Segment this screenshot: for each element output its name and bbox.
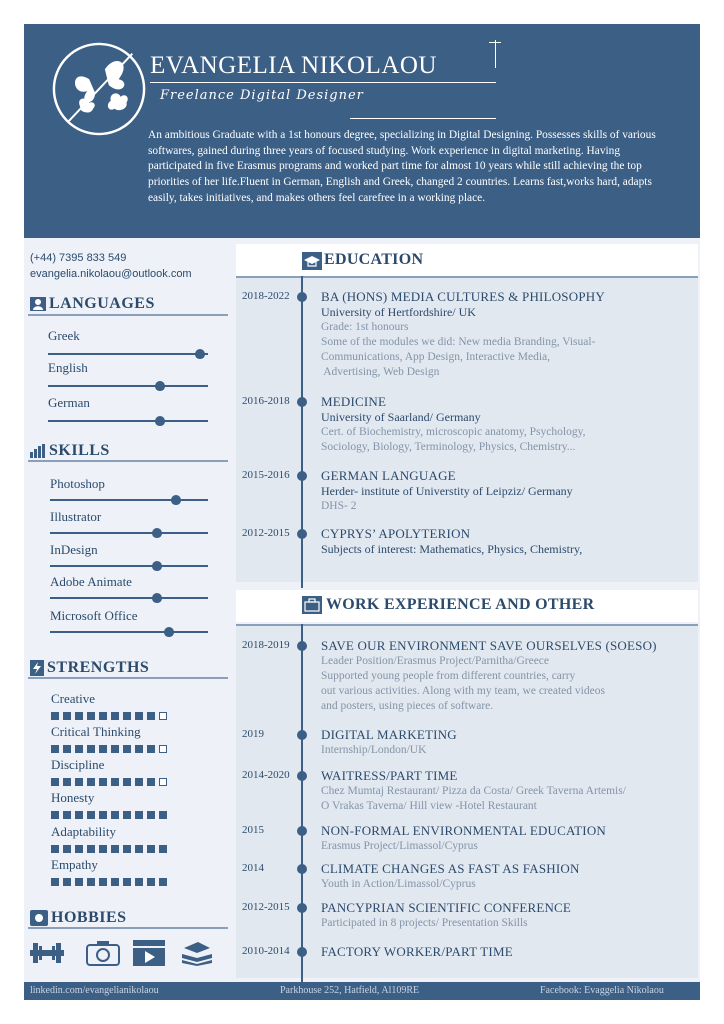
work-rule: [236, 624, 698, 626]
entry-detail-line: Leader Position/Erasmus Project/Parnitha/Greece: [321, 655, 550, 667]
strength-rating: [51, 745, 167, 753]
language-label: Greek: [48, 328, 80, 343]
strength-label: Adaptability: [51, 824, 116, 839]
language-label: English: [48, 360, 88, 375]
phone-number: (+44) 7395 833 549: [30, 252, 127, 264]
rating-square: [87, 778, 95, 786]
timeline-dot: [297, 903, 307, 913]
bar-chart-icon: [30, 444, 46, 458]
email-address: evangelia.nikolaou@outlook.com: [30, 268, 192, 280]
skill-level-bar: [50, 597, 208, 599]
entry-detail-line: O Vrakas Taverna/ Hill view -Hotel Restaurant: [321, 800, 537, 812]
rating-square: [159, 712, 167, 720]
entry-title: GERMAN LANGUAGE: [321, 468, 456, 483]
skill-label: Illustrator: [50, 509, 102, 524]
rating-square: [111, 845, 119, 853]
work-title: WORK EXPERIENCE AND OTHER: [326, 596, 595, 613]
name-accent-line: [495, 40, 496, 68]
dumbbell-icon: [30, 940, 64, 966]
entry-years: 2018-2019: [242, 639, 290, 651]
entry-detail-line: Youth in Action/Limassol/Cyprus: [321, 878, 476, 890]
rating-square: [123, 811, 131, 819]
rating-square: [147, 745, 155, 753]
timeline-dot: [297, 292, 307, 302]
rating-square: [147, 878, 155, 886]
strength-label: Discipline: [51, 757, 105, 772]
hobbies-rule: [28, 927, 228, 929]
rating-square: [75, 712, 83, 720]
language-level-bar: [48, 385, 208, 387]
rating-square: [111, 878, 119, 886]
strength-rating: [51, 811, 167, 819]
entry-title: SAVE OUR ENVIRONMENT SAVE OURSELVES (SOESO): [321, 638, 657, 653]
timeline-dot: [297, 471, 307, 481]
language-level-bar: [48, 420, 208, 422]
education-timeline: [301, 276, 303, 588]
rating-square: [135, 845, 143, 853]
timeline-entry: [321, 823, 691, 854]
rating-square: [123, 845, 131, 853]
languages-heading: [30, 295, 155, 313]
entry-title: MEDICINE: [321, 394, 387, 409]
rating-square: [75, 778, 83, 786]
rating-square: [51, 845, 59, 853]
timeline-entry: [321, 289, 691, 380]
rating-square: [87, 745, 95, 753]
entry-subtitle: Subjects of interest: Mathematics, Physics, Chemistry,: [321, 542, 583, 556]
rating-square: [135, 811, 143, 819]
rating-square: [63, 778, 71, 786]
entry-title: WAITRESS/PART TIME: [321, 768, 458, 783]
hobbies-icon: [30, 910, 48, 926]
timeline-entry: [321, 861, 691, 892]
rating-square: [159, 878, 167, 886]
entry-years: 2010-2014: [242, 945, 290, 957]
language-level-bar: [48, 353, 208, 355]
education-title: EDUCATION: [324, 251, 424, 268]
rating-square: [159, 845, 167, 853]
butterfly-logo-icon: [50, 40, 148, 138]
timeline-dot: [297, 529, 307, 539]
strengths-title: STRENGTHS: [47, 659, 150, 676]
skill-label: InDesign: [50, 542, 98, 557]
rating-square: [87, 845, 95, 853]
timeline-dot: [297, 397, 307, 407]
languages-rule: [28, 314, 228, 316]
books-icon: [180, 940, 214, 966]
rating-square: [63, 745, 71, 753]
timeline-entry: [321, 468, 691, 514]
timeline-dot: [297, 771, 307, 781]
entry-years: 2012-2015: [242, 901, 290, 913]
rating-square: [75, 878, 83, 886]
skills-title: SKILLS: [49, 442, 110, 459]
language-level-knob[interactable]: [155, 416, 165, 426]
rating-square: [111, 811, 119, 819]
language-label: German: [48, 395, 90, 410]
entry-detail-line: Communications, App Design, Interactive Media,: [321, 351, 550, 363]
entry-years: 2019: [242, 728, 264, 740]
timeline-entry: [321, 727, 691, 758]
rating-square: [147, 778, 155, 786]
strengths-heading: [30, 659, 149, 677]
rating-square: [111, 778, 119, 786]
job-title: Freelance Digital Designer: [160, 88, 364, 103]
rating-square: [51, 811, 59, 819]
rating-square: [87, 712, 95, 720]
entry-detail-line: Grade: 1st honours: [321, 321, 409, 333]
rating-square: [147, 811, 155, 819]
timeline-entry: [321, 944, 691, 960]
entry-detail-line: Some of the modules we did: New media Branding, Visual-: [321, 336, 596, 348]
rating-square: [147, 845, 155, 853]
timeline-dot: [297, 864, 307, 874]
rating-square: [159, 745, 167, 753]
timeline-entry: [321, 900, 691, 931]
rating-square: [75, 745, 83, 753]
language-level-knob[interactable]: [195, 349, 205, 359]
graduation-cap-icon: [302, 252, 322, 270]
skill-level-bar: [50, 532, 208, 534]
education-rule: [236, 276, 698, 278]
entry-detail-line: Participated in 8 projects/ Presentation Skills: [321, 917, 528, 929]
skills-rule: [28, 460, 228, 462]
entry-years: 2014: [242, 862, 264, 874]
entry-detail-line: Supported young people from different countries, carry: [321, 670, 576, 682]
entry-subtitle: University of Hertfordshire/ UK: [321, 305, 476, 319]
rating-square: [75, 845, 83, 853]
language-icon: [30, 296, 46, 312]
timeline-entry: [321, 394, 691, 455]
entry-title: DIGITAL MARKETING: [321, 727, 457, 742]
work-timeline: [301, 624, 303, 982]
skill-level-bar: [50, 631, 208, 633]
full-name: EVANGELIA NIKOLAOU: [150, 52, 437, 79]
footer: [24, 982, 700, 1000]
briefcase-icon: [302, 596, 322, 614]
strength-rating: [51, 878, 167, 886]
strength-rating: [51, 845, 167, 853]
strength-label: Critical Thinking: [51, 724, 141, 739]
entry-detail-line: out various activities. Along with my team, we created videos: [321, 685, 605, 697]
entry-detail-line: Internship/London/UK: [321, 744, 427, 756]
entry-years: 2015: [242, 824, 264, 836]
facebook-link[interactable]: Facebook: Evaggelia Nikolaou: [540, 985, 664, 996]
entry-detail-line: Cert. of Biochemistry, microscopic anatomy, Psychology,: [321, 426, 586, 438]
timeline-dot: [297, 826, 307, 836]
rating-square: [147, 712, 155, 720]
strength-label: Empathy: [51, 857, 98, 872]
entry-subtitle: University of Saarland/ Germany: [321, 410, 481, 424]
rating-square: [159, 811, 167, 819]
rating-square: [99, 778, 107, 786]
timeline-dot: [297, 730, 307, 740]
rating-square: [111, 712, 119, 720]
title-divider: [350, 118, 496, 119]
rating-square: [51, 745, 59, 753]
rating-square: [87, 878, 95, 886]
rating-square: [99, 745, 107, 753]
timeline-dot: [297, 947, 307, 957]
strength-label: Creative: [51, 691, 96, 706]
rating-square: [51, 778, 59, 786]
strengths-rule: [28, 677, 228, 679]
address: Parkhouse 252, Hatfield, Al109RE: [280, 985, 420, 996]
entry-detail-line: Chez Mumtaj Restaurant/ Pizza da Costa/ Greek Taverna Artemis/: [321, 785, 626, 797]
skill-label: Photoshop: [50, 476, 105, 491]
entry-title: BA (HONS) MEDIA CULTURES & PHILOSOPHY: [321, 289, 605, 304]
rating-square: [99, 878, 107, 886]
skill-level-knob[interactable]: [164, 627, 174, 637]
rating-square: [135, 712, 143, 720]
rating-square: [135, 745, 143, 753]
entry-years: 2014-2020: [242, 769, 290, 781]
hobbies-title: HOBBIES: [51, 909, 127, 926]
hobbies-heading: [30, 909, 127, 927]
rating-square: [99, 845, 107, 853]
name-divider: [150, 82, 496, 83]
rating-square: [63, 878, 71, 886]
entry-years: 2015-2016: [242, 469, 290, 481]
timeline-dot: [297, 641, 307, 651]
strength-label: Honesty: [51, 790, 95, 805]
rating-square: [135, 778, 143, 786]
profile-summary: An ambitious Graduate with a 1st honours degree, specializing in Digital Designing. Possesses skills of various softwares, gained during three years of focused studying. Work experience in digital marketing. Having participated in five Erasmus programs and worked part time for almost 10 years while still achieving the top priorities of her life.Fluent in German, English and Greek, changed 2 countries. Learns fast,works hard, adapts easily, takes initiatives, and makes others feel carefree in a working place.: [148, 129, 656, 204]
entry-years: 2012-2015: [242, 527, 290, 539]
skill-level-bar: [50, 565, 208, 567]
entry-detail-line: and posters, using pieces of software.: [321, 700, 494, 712]
entry-years: 2016-2018: [242, 395, 290, 407]
language-level-knob[interactable]: [155, 381, 165, 391]
entry-detail-line: Sociology, Biology, Terminology, Physics, Chemistry...: [321, 441, 576, 453]
rating-square: [87, 811, 95, 819]
rating-square: [99, 712, 107, 720]
rating-square: [63, 845, 71, 853]
rating-square: [63, 811, 71, 819]
entry-title: NON-FORMAL ENVIRONMENTAL EDUCATION: [321, 823, 606, 838]
strength-rating: [51, 778, 167, 786]
entry-detail-line: Advertising, Web Design: [321, 366, 440, 378]
rating-square: [99, 811, 107, 819]
entry-subtitle: Herder- institute of Universtity of Leipziz/ Germany: [321, 484, 573, 498]
rating-square: [111, 745, 119, 753]
camera-icon: [86, 940, 120, 966]
entry-years: 2018-2022: [242, 290, 290, 302]
rating-square: [123, 745, 131, 753]
rating-square: [123, 778, 131, 786]
entry-title: FACTORY WORKER/PART TIME: [321, 944, 513, 959]
rating-square: [135, 878, 143, 886]
rating-square: [123, 712, 131, 720]
skill-label: Microsoft Office: [50, 608, 138, 623]
rating-square: [75, 811, 83, 819]
skill-level-bar: [50, 499, 208, 501]
linkedin-link[interactable]: linkedin.com/evangelianikolaou: [30, 985, 159, 996]
entry-title: CYPRYS’ APOLYTERION: [321, 526, 471, 541]
clapperboard-icon: [132, 940, 166, 966]
entry-title: PANCYPRIAN SCIENTIFIC CONFERENCE: [321, 900, 572, 915]
timeline-entry: [321, 526, 691, 557]
lightning-icon: [30, 660, 44, 676]
rating-square: [51, 712, 59, 720]
timeline-entry: [321, 768, 691, 814]
rating-square: [63, 712, 71, 720]
rating-square: [159, 778, 167, 786]
rating-square: [51, 878, 59, 886]
entry-detail-line: Erasmus Project/Limassol/Cyprus: [321, 840, 478, 852]
entry-detail-line: DHS- 2: [321, 500, 357, 512]
entry-title: CLIMATE CHANGES AS FAST AS FASHION: [321, 861, 580, 876]
skills-heading: [30, 442, 110, 460]
strength-rating: [51, 712, 167, 720]
timeline-entry: [321, 638, 691, 714]
rating-square: [123, 878, 131, 886]
languages-title: LANGUAGES: [49, 295, 155, 312]
skill-label: Adobe Animate: [50, 574, 132, 589]
name-accent-cross: [489, 42, 501, 43]
